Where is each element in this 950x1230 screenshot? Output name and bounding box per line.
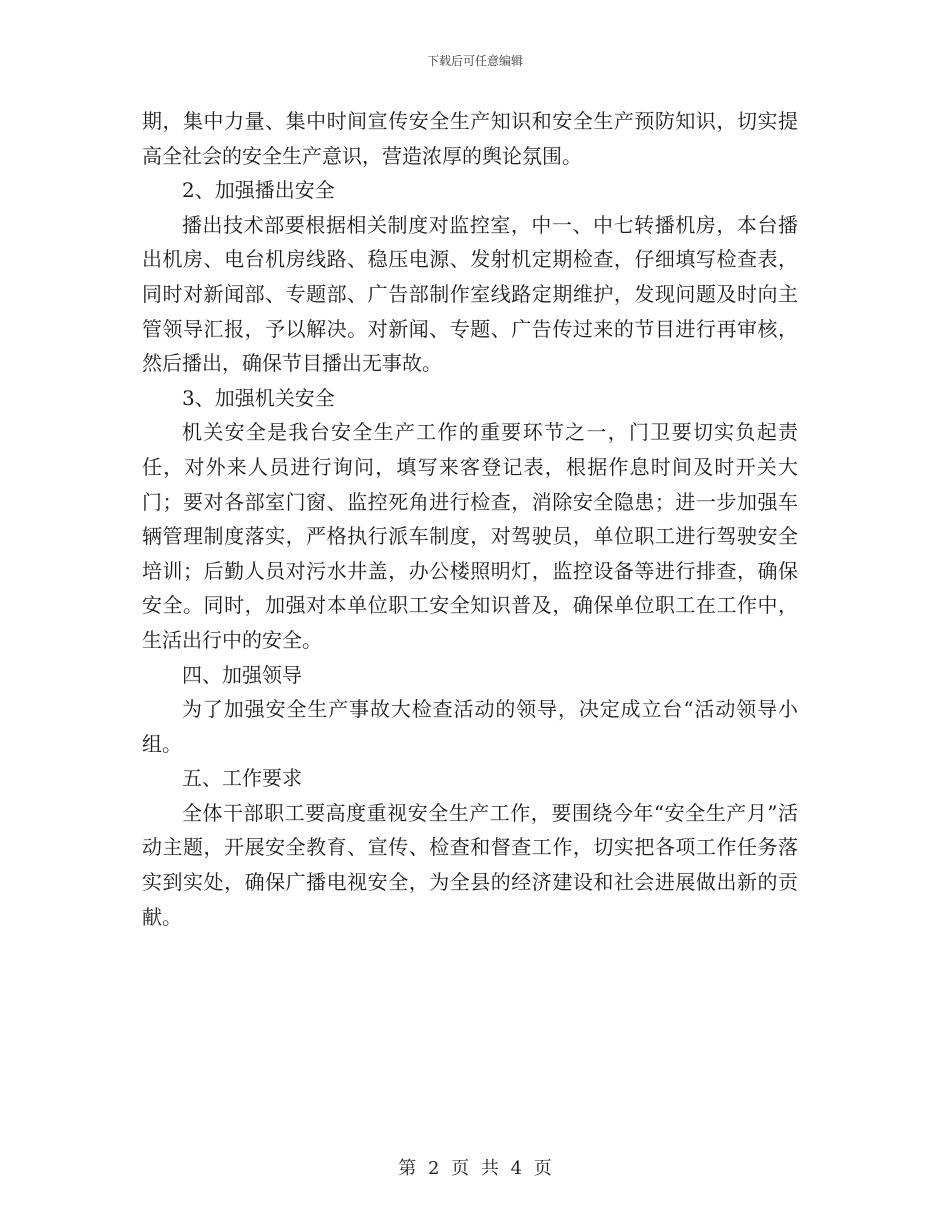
page-header: 下载后可任意编辑 — [426, 54, 523, 68]
section-heading-broadcast-safety: 2、加强播出安全 — [182, 178, 335, 203]
paragraph-broadcast-safety: 播出技术部要根据相关制度对监控室，中一、中七转播机房，本台播出机房、电台机房线路、稳压电源、发射机定期检查，仔细填写检查表，同时对新闻部、专题部、广告部制作室线路定期维护，发现问题及时向主管领导汇报，予以解决。对新闻、专题、广告传过来的节目进行再审核，然后播出，确保节目播出无事故。 — [142, 212, 798, 376]
document-body — [142, 104, 798, 934]
page-number-footer: 第 2 页 共 4 页 — [398, 1158, 552, 1179]
section-heading-office-safety: 3、加强机关安全 — [182, 385, 335, 410]
paragraph-work-requirements: 全体干部职工要高度重视安全生产工作，要围绕今年“安全生产月”活动主题，开展安全教育、宣传、检查和督查工作，切实把各项工作任务落实到实处，确保广播电视安全，为全县的经济建设和社会进展做出新的贡献。 — [142, 800, 798, 929]
section-heading-leadership: 四、加强领导 — [182, 662, 302, 687]
section-heading-work-requirements: 五、工作要求 — [182, 766, 302, 791]
paragraph-office-safety: 机关安全是我台安全生产工作的重要环节之一，门卫要切实负起责任，对外来人员进行询问，填写来客登记表，根据作息时间及时开关大门；要对各部室门窗、监控死角进行检查，消除安全隐患；进一步加强车辆管理制度落实，严格执行派车制度，对驾驶员，单位职工进行驾驶安全培训；后勤人员对污水井盖，办公楼照明灯，监控设备等进行排查，确保安全。同时，加强对本单位职工安全知识普及，确保单位职工在工作中，生活出行中的安全。 — [142, 420, 798, 652]
paragraph-leadership: 为了加强安全生产事故大检查活动的领导，决定成立台“活动领导小组。 — [142, 697, 798, 756]
paragraph-continuation: 期，集中力量、集中时间宣传安全生产知识和安全生产预防知识，切实提高全社会的安全生产意识，营造浓厚的舆论氛围。 — [142, 109, 798, 168]
